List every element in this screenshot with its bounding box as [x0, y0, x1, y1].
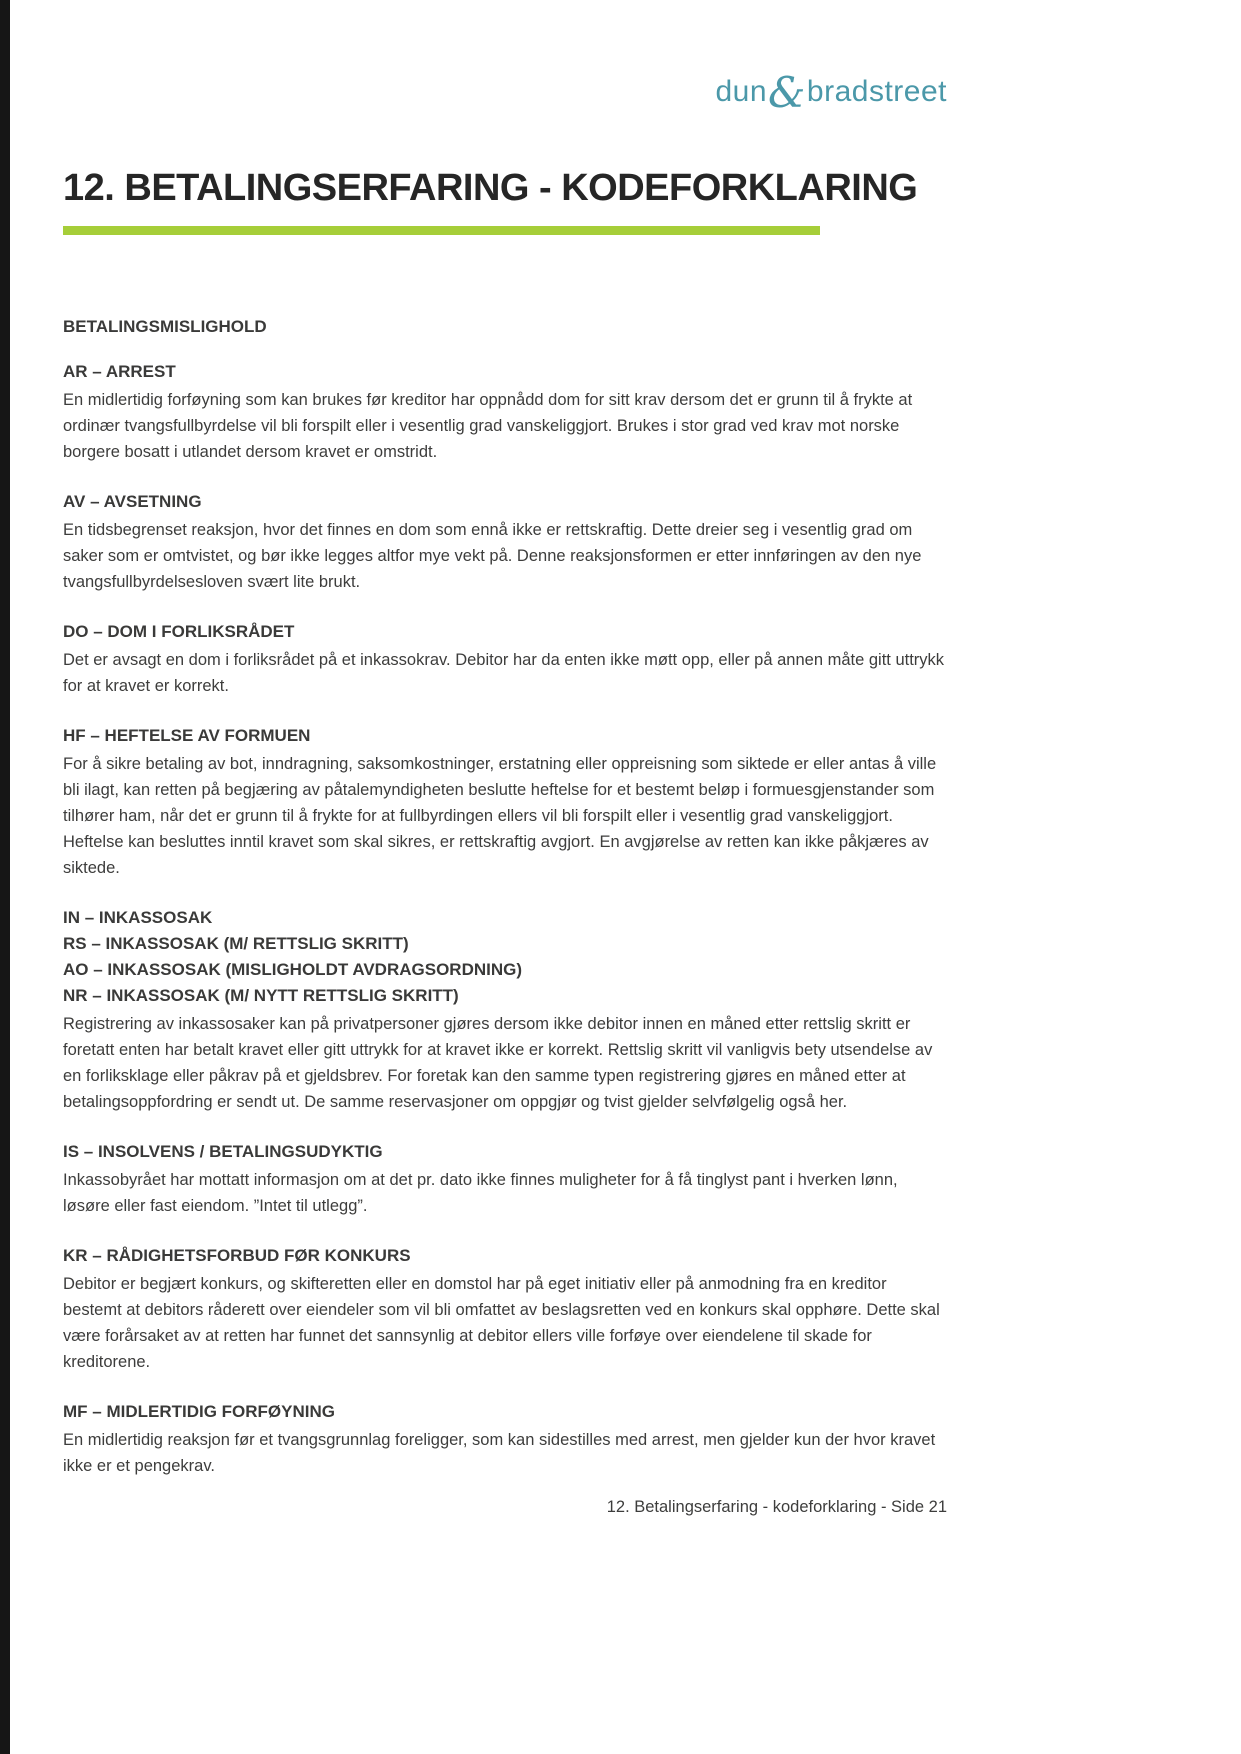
code-entry-ar [63, 359, 947, 465]
code-heading: IS – INSOLVENS / BETALINGSUDYKTIG [63, 1142, 383, 1161]
code-entry-av [63, 489, 947, 595]
code-entry-kr [63, 1243, 947, 1375]
code-heading: AV – AVSETNING [63, 492, 202, 511]
code-entry-mf [63, 1399, 947, 1479]
code-heading: MF – MIDLERTIDIG FORFØYNING [63, 1402, 335, 1421]
title-underline-rule [63, 226, 820, 235]
code-body: Inkassobyrået har mottatt informasjon om at det pr. dato ikke finnes muligheter for å få tinglyst pant i hverken lønn, løsøre eller fast eiendom. ”Intet til utlegg”. [63, 1171, 898, 1215]
code-entry-inkasso-group [63, 905, 947, 1115]
code-entry-hf [63, 723, 947, 881]
page-footer: 12. Betalingserfaring - kodeforklaring - Side 21 [606, 1498, 947, 1516]
code-heading: KR – RÅDIGHETSFORBUD FØR KONKURS [63, 1246, 411, 1265]
code-entry-do [63, 619, 947, 699]
code-body: En midlertidig forføyning som kan brukes før kreditor har oppnådd dom for sitt krav dersom det er grunn til å frykte at ordinær tvangsfullbyrdelse vil bli forspilt eller i vesentlig grad vanskeliggjort. Brukes i stor grad ved krav mot norske borgere bosatt i utlandet dersom kravet er omstridt. [63, 391, 913, 461]
code-body: En midlertidig reaksjon før et tvangsgrunnlag foreligger, som kan sidestilles med arrest, men gjelder kun der hvor kravet ikke er et pengekrav. [63, 1431, 936, 1475]
code-heading: HF – HEFTELSE AV FORMUEN [63, 726, 311, 745]
code-body: En tidsbegrenset reaksjon, hvor det finnes en dom som ennå ikke er rettskraftig. Dette dreier seg i vesentlig grad om saker som er omtvistet, og bør ikke legges altfor mye vekt på. Denne reaksjonsformen er etter innføringen av den nye tvangsfullbyrdelsesloven svært lite brukt. [63, 521, 922, 591]
dun-bradstreet-logo [715, 68, 947, 117]
logo-ampersand-icon: & [768, 68, 806, 117]
code-heading: RS – INKASSOSAK (M/ RETTSLIG SKRITT) [63, 934, 409, 953]
section-heading: BETALINGSMISLIGHOLD [63, 317, 267, 336]
logo-text-dun: dun [715, 75, 768, 108]
page-edge-strip [0, 0, 10, 1754]
code-heading: NR – INKASSOSAK (M/ NYTT RETTSLIG SKRITT) [63, 986, 459, 1005]
code-body: For å sikre betaling av bot, inndragning, saksomkostninger, erstatning eller oppreisning som siktede er eller antas å ville bli ilagt, kan retten på begjæring av påtalemyndigheten beslutte heftelse for et bestemt beløp i formuesgjenstander som tilhører ham, når det er grunn til å frykte for at fullbyrdingen ellers vil bli forspilt eller i vesentlig grad vanskeliggjort. Heftelse kan besluttes inntil kravet som skal sikres, er rettskraftig avgjort. En avgjørelse av retten kan ikke påkjæres av siktede. [63, 755, 937, 877]
code-body: Debitor er begjært konkurs, og skifteretten eller en domstol har på eget initiativ eller på anmodning fra en kreditor bestemt at debitors råderett over eiendeler som vil bli omfattet av beslagsretten ved en konkurs skal opphøre. Dette skal være forårsaket av at retten har funnet det sannsynlig at debitor ellers ville forføye over eiendelene til skade for kreditorene. [63, 1275, 940, 1371]
page-title: 12. BETALINGSERFARING - KODEFORKLARING [63, 167, 918, 209]
code-body: Det er avsagt en dom i forliksrådet på et inkassokrav. Debitor har da enten ikke møtt opp, eller på annen måte gitt uttrykk for at kravet er korrekt. [63, 651, 945, 695]
header [63, 0, 947, 117]
code-body: Registrering av inkassosaker kan på privatpersoner gjøres dersom ikke debitor innen en måned etter rettslig skritt er foretatt enten har betalt kravet eller gitt uttrykk for at kravet ikke er korrekt. Rettslig skritt vil vanligvis bety utsendelse av en forliksklage eller påkrav på et gjeldsbrev. For foretak kan den samme typen registrering gjøres en måned etter at betalingsoppfordring er sendt ut. De samme reservasjoner om oppgjør og tvist gjelder selvfølgelig også her. [63, 1015, 933, 1111]
code-entry-is [63, 1139, 947, 1219]
logo-text-bradstreet: bradstreet [806, 75, 947, 108]
code-heading: AR – ARREST [63, 362, 176, 381]
code-heading: AO – INKASSOSAK (MISLIGHOLDT AVDRAGSORDNING) [63, 960, 523, 979]
code-heading: DO – DOM I FORLIKSRÅDET [63, 622, 295, 641]
code-heading: IN – INKASSOSAK [63, 908, 213, 927]
document-page [63, 0, 947, 1754]
